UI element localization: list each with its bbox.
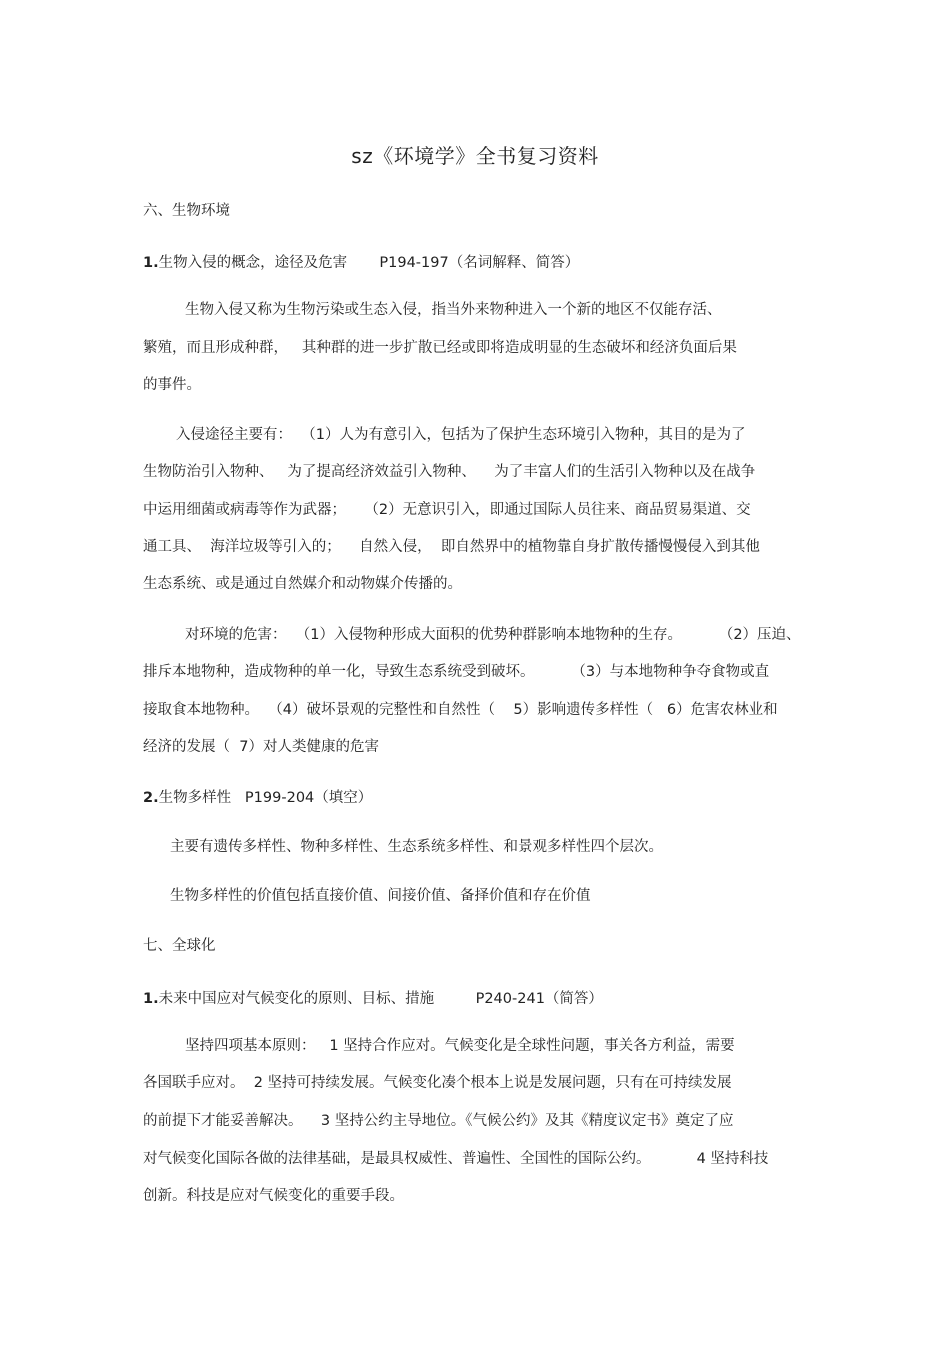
question-text: 生物多样性 P199-204（填空） [158, 790, 373, 806]
question-number: 1. [143, 255, 159, 271]
question-heading-climate-change [143, 989, 603, 1009]
paragraph-line: 的事件。 [143, 377, 201, 393]
section-heading-biological-environment: 六、生物环境 [143, 203, 230, 219]
paragraph-line: 入侵途径主要有： （1）人为有意引入，包括为了保护生态环境引入物种，其目的是为了 [176, 427, 746, 443]
paragraph-line: 对气候变化国际各做的法律基础，是最具权威性、普遍性、全国性的国际公约。 4 坚持科技 [143, 1151, 769, 1167]
paragraph-line: 各国联手应对。 2 坚持可持续发展。气候变化凑个根本上说是发展问题，只有在可持续发展 [143, 1075, 732, 1091]
paragraph-line: 主要有遗传多样性、物种多样性、生态系统多样性、和景观多样性四个层次。 [170, 839, 663, 855]
question-text: 未来中国应对气候变化的原则、目标、措施 P240-241（简答） [158, 991, 603, 1007]
paragraph-line: 接取食本地物种。 （4）破坏景观的完整性和自然性（ 5）影响遗传多样性（ 6）危害农林业和 [143, 702, 778, 718]
paragraph-line: 创新。科技是应对气候变化的重要手段。 [143, 1188, 404, 1204]
paragraph-line: 通工具、 海洋垃圾等引入的； 自然入侵， 即自然界中的植物靠自身扩散传播慢慢侵入到其他 [143, 539, 760, 555]
paragraph-line: 生物防治引入物种、 为了提高经济效益引入物种、 为了丰富人们的生活引入物种以及在战争 [143, 464, 756, 480]
paragraph-line: 的前提下才能妥善解决。 3 坚持公约主导地位。《气候公约》及其《精度议定书》奠定了应 [143, 1113, 734, 1129]
paragraph-line: 生态系统、或是通过自然媒介和动物媒介传播的。 [143, 576, 462, 592]
paragraph-line: 繁殖，而且形成种群， 其种群的进一步扩散已经或即将造成明显的生态破坏和经济负面后果 [143, 340, 737, 356]
question-heading-biological-invasion [143, 253, 579, 273]
question-number: 2. [143, 790, 159, 806]
question-number: 1. [143, 991, 159, 1007]
document-title: sz《环境学》全书复习资料 [351, 144, 599, 168]
paragraph-line: 对环境的危害： （1）入侵物种形成大面积的优势种群影响本地物种的生存。 （2）压迫、 [185, 627, 801, 643]
paragraph-line: 生物入侵又称为生物污染或生态入侵，指当外来物种进入一个新的地区不仅能存活、 [185, 302, 722, 318]
paragraph-line: 中运用细菌或病毒等作为武器； （2）无意识引入，即通过国际人员往来、商品贸易渠道、交 [143, 502, 751, 518]
paragraph-line: 坚持四项基本原则： 1 坚持合作应对。气候变化是全球性问题，事关各方利益，需要 [185, 1038, 735, 1054]
section-heading-globalization: 七、全球化 [143, 938, 216, 954]
question-heading-biodiversity [143, 788, 372, 808]
question-text: 生物入侵的概念，途径及危害 P194-197（名词解释、简答） [158, 255, 580, 271]
paragraph-line: 生物多样性的价值包括直接价值、间接价值、备择价值和存在价值 [170, 888, 591, 904]
paragraph-line: 经济的发展（ 7）对人类健康的危害 [143, 739, 379, 755]
paragraph-line: 排斥本地物种，造成物种的单一化，导致生态系统受到破坏。 （3）与本地物种争夺食物或直 [143, 664, 770, 680]
